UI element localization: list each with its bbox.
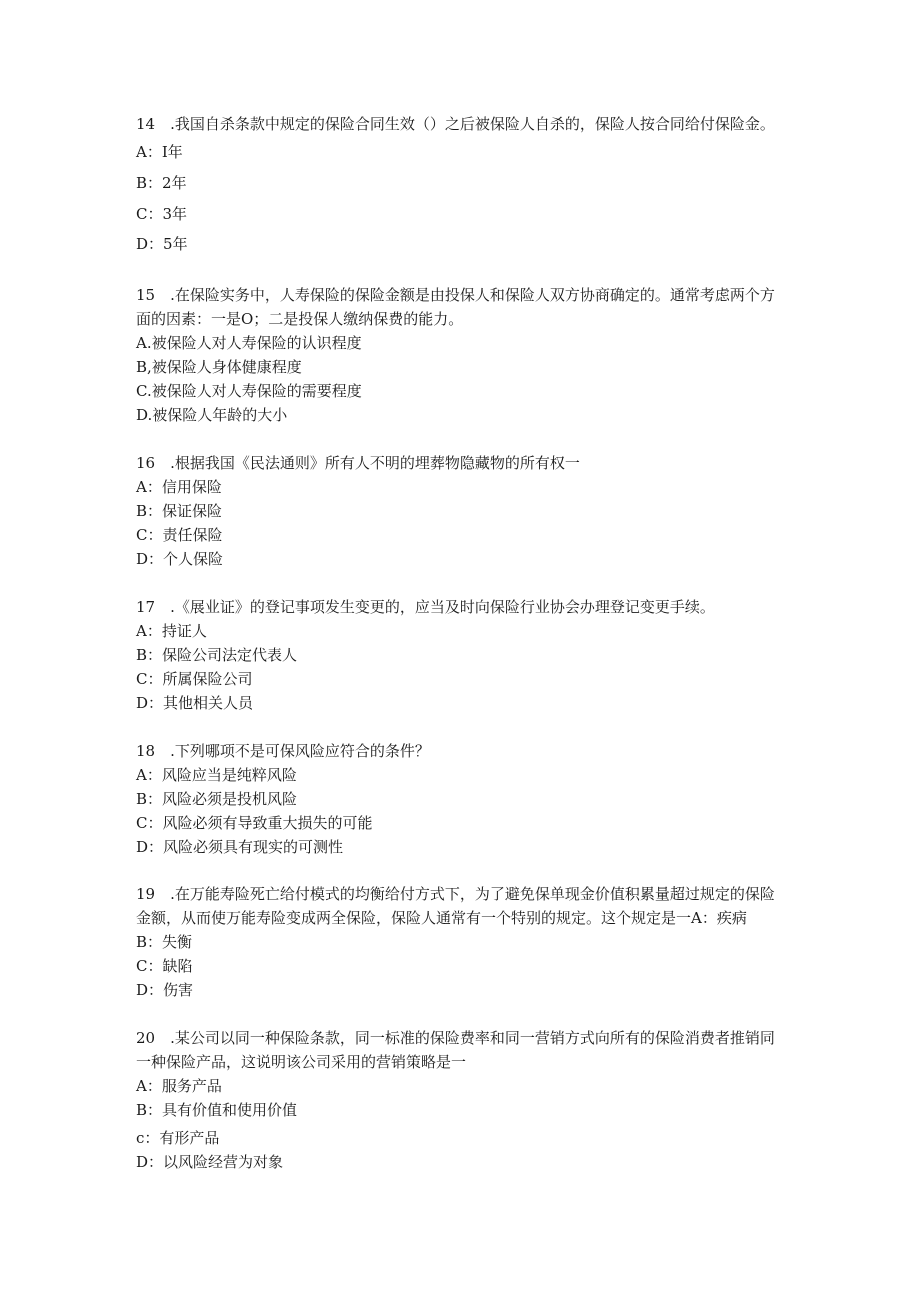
question-stem: 19 .在万能寿险死亡给付模式的均衡给付方式下，为了避免保单现金价值积累量超过规定的保险 xyxy=(136,885,775,903)
option-c: C：缺陷 xyxy=(136,957,193,975)
question-stem-continued: 一种保险产品，这说明该公司采用的营销策略是一 xyxy=(136,1053,467,1071)
option-d: D：风险必须具有现实的可测性 xyxy=(136,838,344,856)
option-b: B：保险公司法定代表人 xyxy=(136,646,298,664)
question-stem: 17 .《展业证》的登记事项发生变更的，应当及时向保险行业协会办理登记变更手续。 xyxy=(136,598,715,616)
option-b: B：保证保险 xyxy=(136,502,223,520)
option-d: D：以风险经营为对象 xyxy=(136,1153,284,1171)
question-stem: 15 .在保险实务中，人寿保险的保险金额是由投保人和保险人双方协商确定的。通常考虑两个方 xyxy=(136,286,775,304)
option-b: B：2年 xyxy=(136,174,187,192)
question-stem-continued: 面的因素：一是O；二是投保人缴纳保费的能力。 xyxy=(136,310,464,328)
option-d: D：个人保险 xyxy=(136,550,224,568)
option-d: D.被保险人年龄的大小 xyxy=(136,406,288,424)
option-b: B：具有价值和使用价值 xyxy=(136,1101,298,1119)
option-a: A：服务产品 xyxy=(136,1077,222,1095)
question-stem: 14 .我国自杀条款中规定的保险合同生效（）之后被保险人自杀的，保险人按合同给付保险金。 xyxy=(136,115,775,133)
option-d: D：其他相关人员 xyxy=(136,694,254,712)
option-c: C：所属保险公司 xyxy=(136,670,253,688)
option-a: A：I年 xyxy=(136,143,183,161)
option-a: A：风险应当是纯粹风险 xyxy=(136,766,297,784)
option-c: C：风险必须有导致重大损失的可能 xyxy=(136,814,373,832)
option-c: C：3年 xyxy=(136,205,188,223)
option-c: c：有形产品 xyxy=(136,1129,220,1147)
option-c: C.被保险人对人寿保险的需要程度 xyxy=(136,382,362,400)
option-d: D：5年 xyxy=(136,235,188,253)
option-d: D：伤害 xyxy=(136,981,194,999)
option-b: B：失衡 xyxy=(136,933,193,951)
option-a: A：持证人 xyxy=(136,622,207,640)
question-stem: 16 .根据我国《民法通则》所有人不明的埋葬物隐藏物的所有权一 xyxy=(136,454,580,472)
option-a: A：信用保险 xyxy=(136,478,222,496)
option-a: A.被保险人对人寿保险的认识程度 xyxy=(136,334,362,352)
option-b: B,被保险人身体健康程度 xyxy=(136,358,302,376)
question-stem: 18 .下列哪项不是可保风险应符合的条件？ xyxy=(136,742,430,760)
option-b: B：风险必须是投机风险 xyxy=(136,790,298,808)
question-stem-continued: 金额，从而使万能寿险变成两全保险，保险人通常有一个特别的规定。这个规定是一A：疾病 xyxy=(136,909,747,927)
question-stem: 20 .某公司以同一种保险条款，同一标准的保险费率和同一营销方式向所有的保险消费者推销同 xyxy=(136,1029,775,1047)
option-c: C：责任保险 xyxy=(136,526,223,544)
